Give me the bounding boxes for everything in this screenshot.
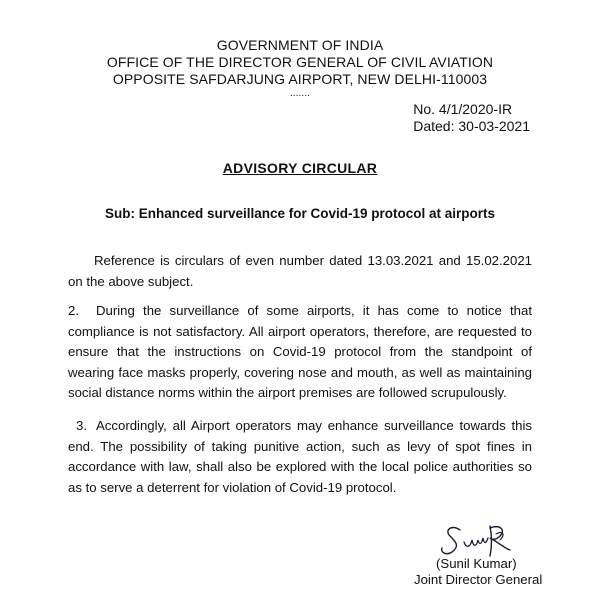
letterhead-line-office: OFFICE OF THE DIRECTOR GENERAL OF CIVIL AVIATION xyxy=(106,54,494,70)
paragraph-3-number: 3. xyxy=(76,418,87,433)
paragraph-3-text: Accordingly, all Airport operators may enhance surveillance towards this end. The possibility of taking punitive action, such as levy of spot fines in accordance with law, shall also be explored with the local police authorities so as to serve a deterrent for violation of Covid-19 protocol. xyxy=(68,418,532,495)
paragraph-1: Reference is circulars of even number dated 13.03.2021 and 15.02.2021 on the above subject. xyxy=(68,253,532,289)
signatory-name: (Sunil Kumar) xyxy=(436,556,517,571)
signatory-designation: Joint Director General xyxy=(414,572,543,587)
paragraph-2 xyxy=(68,301,532,404)
document-subject: Sub: Enhanced surveillance for Covid-19 protocol at airports xyxy=(104,206,496,221)
paragraph-3 xyxy=(68,416,532,498)
reference-block xyxy=(413,101,530,135)
document-title-text: ADVISORY CIRCULAR xyxy=(222,160,378,176)
letterhead-line-government: GOVERNMENT OF INDIA xyxy=(216,37,384,53)
reference-number: No. 4/1/2020-IR xyxy=(413,101,513,117)
reference-date: Dated: 30-03-2021 xyxy=(413,118,530,134)
paragraph-2-text: During the surveillance of some airports, it has come to notice that compliance is not satisfactory. All airport operators, therefore, are requested to ensure that the instructions on Covid-19 protocol from the standpoint of wearing face masks properly, covering nose and mouth, as well as maintaining social distance norms within the airport premises are followed scrupulously. xyxy=(68,303,532,400)
letterhead-dots: ....... xyxy=(289,88,311,99)
letterhead xyxy=(0,37,600,99)
signature-icon xyxy=(430,520,540,560)
document-title xyxy=(0,160,600,176)
paragraph-2-number: 2. xyxy=(68,303,79,318)
letterhead-line-address: OPPOSITE SAFDARJUNG AIRPORT, NEW DELHI-110003 xyxy=(112,71,488,87)
